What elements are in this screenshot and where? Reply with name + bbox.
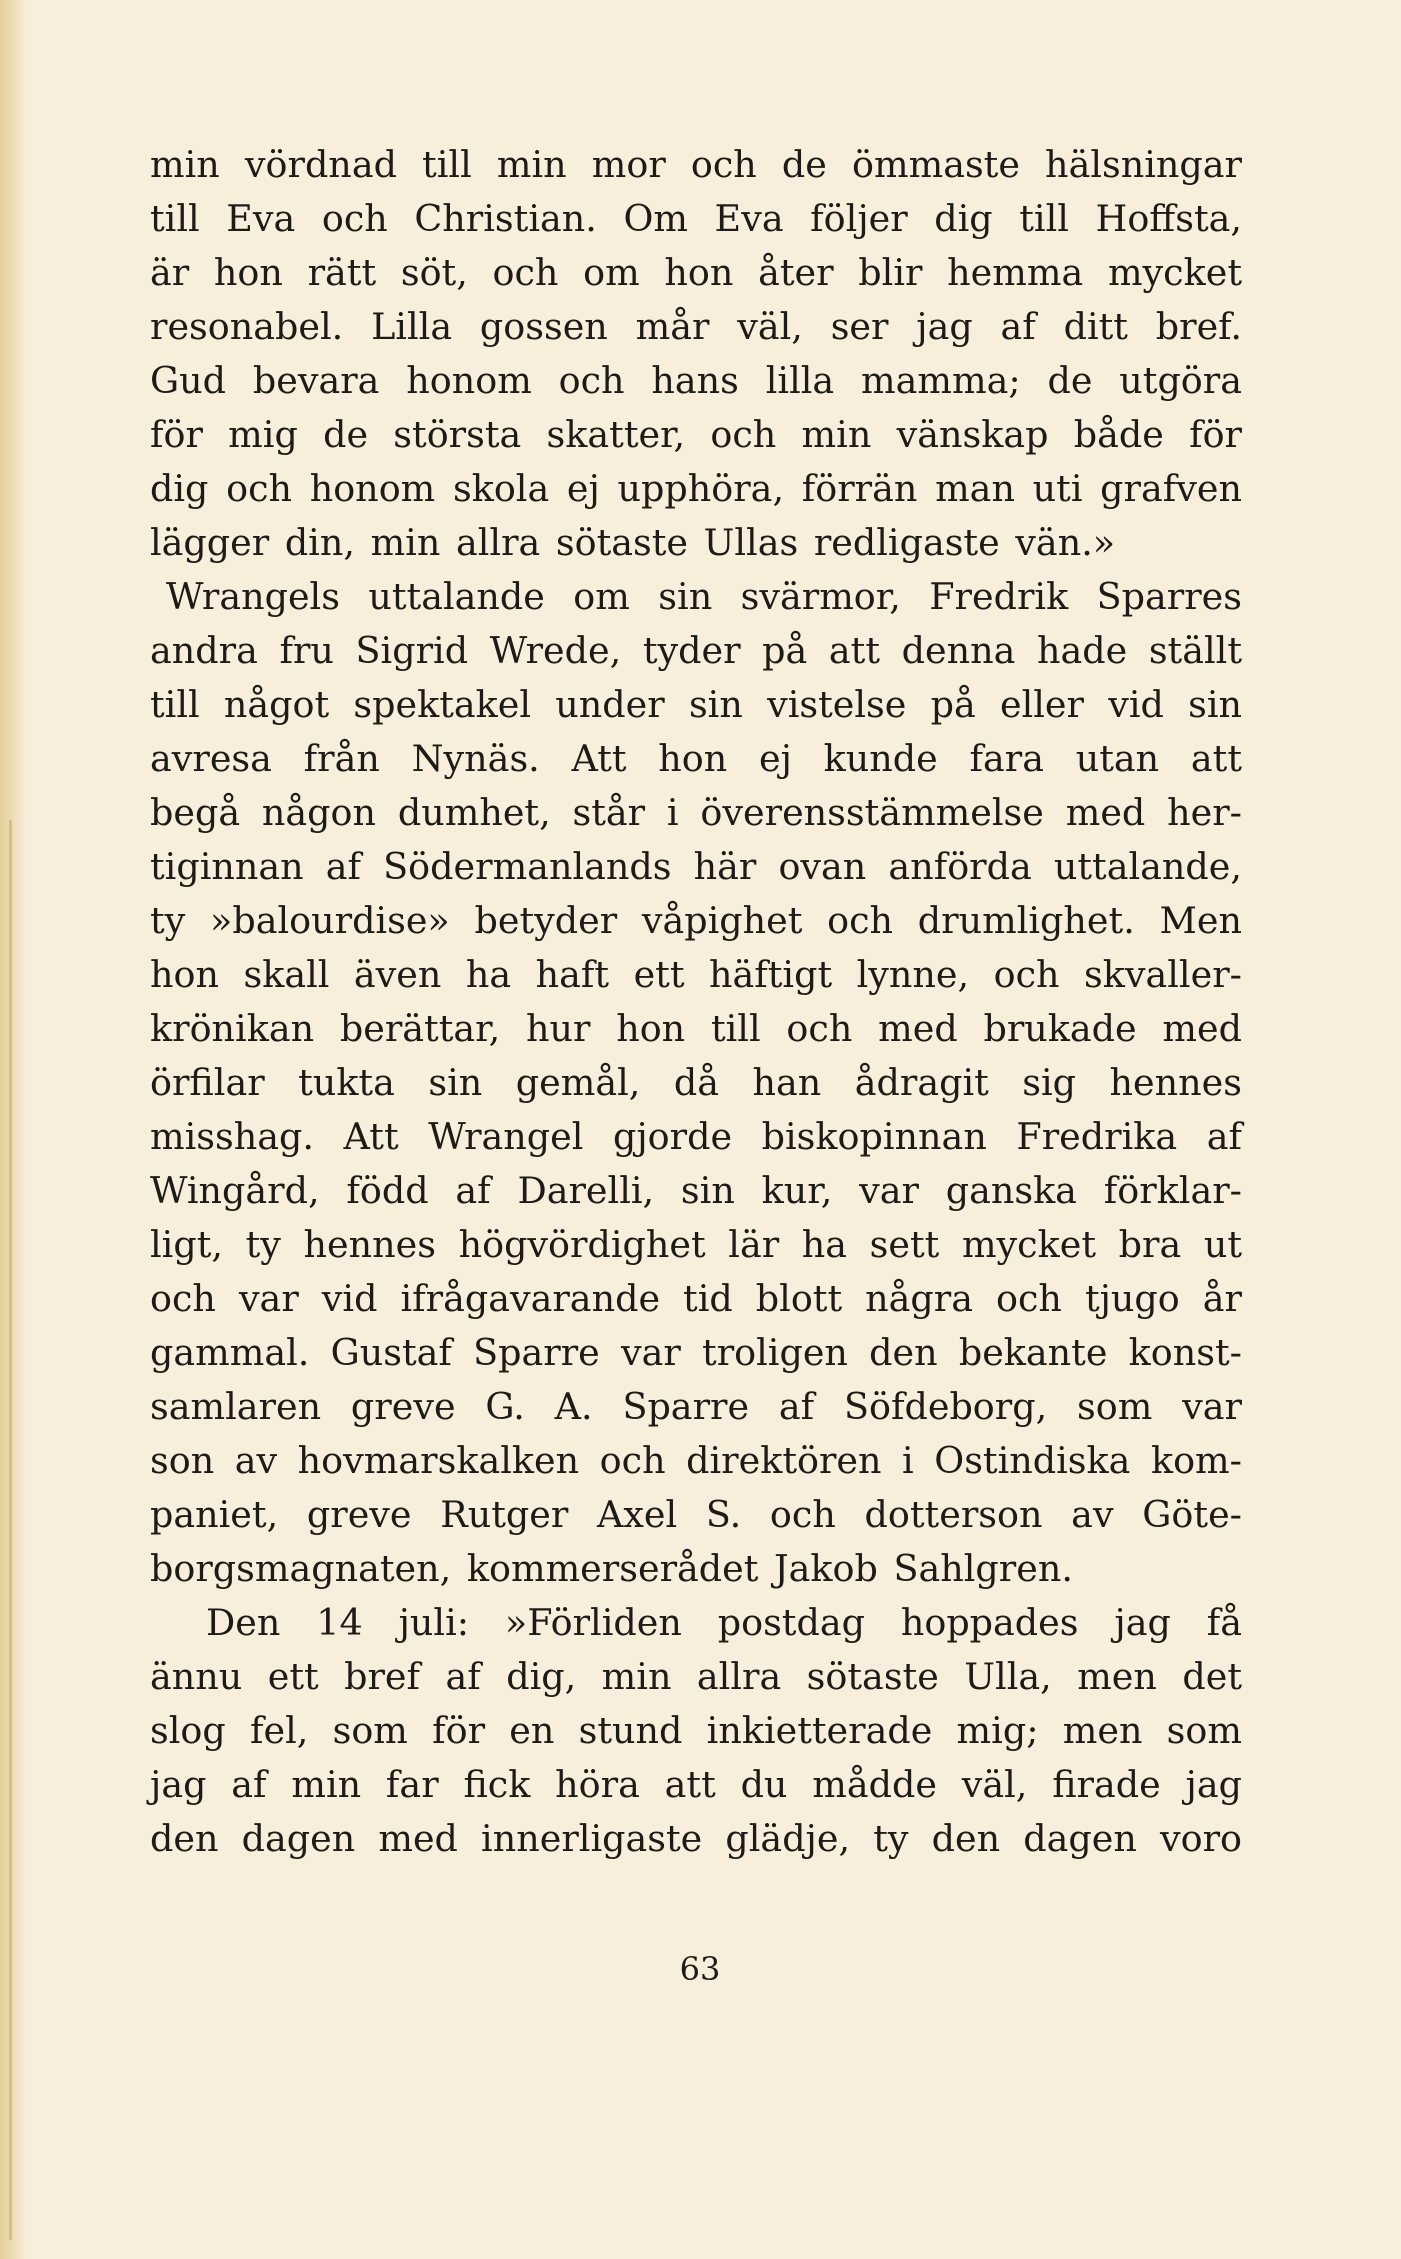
text-line-23: gammal. Gustaf Sparre var troligen den bekante konst- <box>150 1331 1242 1374</box>
text-line-15: ty »balourdise» betyder våpighet och drumlighet. Men <box>150 899 1242 942</box>
text-line-25: son av hovmarskalken och direktören i Ostindiska kom- <box>150 1439 1242 1482</box>
text-line-20: Wingård, född af Darelli, sin kur, var ganska förklar- <box>150 1169 1242 1212</box>
text-line-22: och var vid ifrågavarande tid blott några och tjugo år <box>150 1277 1242 1320</box>
text-line-1: min vördnad till min mor och de ömmaste hälsningar <box>150 143 1242 186</box>
text-line-29: ännu ett bref af dig, min allra sötaste Ulla, men det <box>150 1655 1242 1698</box>
text-line-8: lägger din, min allra sötaste Ullas redligaste vän.» <box>150 521 1116 564</box>
text-line-2: till Eva och Christian. Om Eva följer dig till Hoffsta, <box>150 197 1242 240</box>
text-line-27: borgsmagnaten, kommerserådet Jakob Sahlgren. <box>150 1547 1073 1590</box>
text-line-32: den dagen med innerligaste glädje, ty den dagen voro <box>150 1817 1242 1860</box>
text-line-28: Den 14 juli: »Förliden postdag hoppades jag få <box>206 1601 1242 1644</box>
text-line-6: för mig de största skatter, och min vänskap både för <box>150 413 1242 456</box>
page-edge <box>0 0 26 2259</box>
text-line-9: Wrangels uttalande om sin svärmor, Fredrik Sparres <box>166 575 1242 618</box>
text-line-4: resonabel. Lilla gossen mår väl, ser jag af ditt bref. <box>150 305 1242 348</box>
text-line-10: andra fru Sigrid Wrede, tyder på att denna hade ställt <box>150 629 1242 672</box>
text-line-14: tiginnan af Södermanlands här ovan anförda uttalande, <box>150 845 1242 888</box>
text-line-18: örfilar tukta sin gemål, då han ådragit sig hennes <box>150 1061 1242 1104</box>
text-line-24: samlaren greve G. A. Sparre af Söfdeborg, som var <box>150 1385 1242 1428</box>
text-line-12: avresa från Nynäs. Att hon ej kunde fara utan att <box>150 737 1242 780</box>
body-text <box>150 138 1242 1866</box>
text-line-3: är hon rätt söt, och om hon åter blir hemma mycket <box>150 251 1242 294</box>
text-line-7: dig och honom skola ej upphöra, förrän man uti grafven <box>150 467 1242 510</box>
text-line-13: begå någon dumhet, står i överensstämmelse med her- <box>150 791 1242 834</box>
text-line-26: paniet, greve Rutger Axel S. och dotterson av Göte- <box>150 1493 1242 1536</box>
text-line-31: jag af min far fick höra att du mådde väl, firade jag <box>150 1763 1242 1806</box>
text-line-5: Gud bevara honom och hans lilla mamma; de utgöra <box>150 359 1242 402</box>
text-line-17: krönikan berättar, hur hon till och med brukade med <box>150 1007 1242 1050</box>
text-line-11: till något spektakel under sin vistelse på eller vid sin <box>150 683 1242 726</box>
page-edge-shadow <box>9 820 12 2240</box>
text-line-16: hon skall även ha haft ett häftigt lynne, och skvaller- <box>150 953 1242 996</box>
text-line-21: ligt, ty hennes högvördighet lär ha sett mycket bra ut <box>150 1223 1242 1266</box>
text-line-19: misshag. Att Wrangel gjorde biskopinnan Fredrika af <box>150 1115 1242 1158</box>
text-line-30: slog fel, som för en stund inkietterade mig; men som <box>150 1709 1242 1752</box>
page-number: 63 <box>679 1950 721 1988</box>
